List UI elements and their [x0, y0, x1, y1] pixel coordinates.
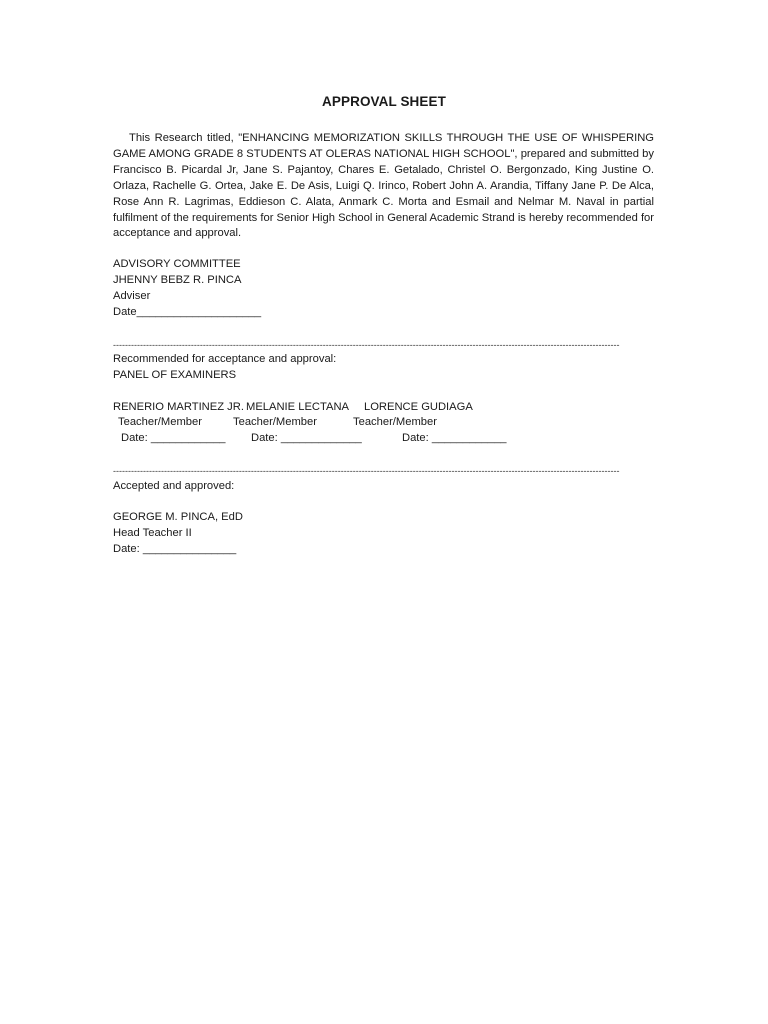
examiner-2-role: Teacher/Member	[233, 416, 317, 428]
body-paragraph: This Research titled, "ENHANCING MEMORIZATION SKILLS THROUGH THE USE OF WHISPERING GAME AMONG GRADE 8 STUDENTS AT OLERAS NATIONAL HIGH SCHOOL", prepared and submitted by Francisco B. Picardal Jr, Jane S. Pajantoy, Chares E. Getalado, Christel O. Bergonzado, King Justine O. Orlaza, Rachelle G. Ortea, Jake E. De Asis, Luigi Q. Irinco, Robert John A. Arandia, Tiffany Jane P. De Alca, Rose Ann R. Lagrimas, Eddieson C. Alata, Anmark C. Morta and Esmail and Nelmar M. Naval in partial fulfilment of the requirements for Senior High School in General Academic Strand is hereby recommended for acceptance and approval.	[113, 132, 654, 240]
separator-line: -------------------------------------------------------------------------------------------------------------------------------------------------------------------------	[113, 466, 620, 476]
accepted-text: Accepted and approved:	[113, 480, 235, 492]
examiner-1-date: Date: ____________	[121, 432, 226, 444]
separator-line: -------------------------------------------------------------------------------------------------------------------------------------------------------------------------	[113, 340, 620, 350]
panel-heading: PANEL OF EXAMINERS	[113, 369, 237, 381]
recommend-text: Recommended for acceptance and approval:	[113, 353, 337, 365]
examiner-1-name: RENERIO MARTINEZ JR.	[113, 401, 244, 413]
page-title: APPROVAL SHEET	[322, 94, 446, 109]
head-teacher-role: Head Teacher II	[113, 527, 192, 539]
adviser-role: Adviser	[113, 290, 151, 302]
advisory-heading: ADVISORY COMMITTEE	[113, 258, 241, 270]
head-teacher-date-line: Date: _______________	[113, 543, 237, 555]
head-teacher-name: GEORGE M. PINCA, EdD	[113, 511, 243, 523]
examiner-2-date: Date: _____________	[251, 432, 362, 444]
examiner-2-name: MELANIE LECTANA	[246, 401, 349, 413]
examiner-3-role: Teacher/Member	[353, 416, 437, 428]
examiner-3-date: Date: ____________	[402, 432, 507, 444]
adviser-date-line: Date____________________	[113, 306, 262, 318]
examiner-1-role: Teacher/Member	[118, 416, 202, 428]
examiner-3-name: LORENCE GUDIAGA	[364, 401, 473, 413]
adviser-name: JHENNY BEBZ R. PINCA	[113, 274, 242, 286]
